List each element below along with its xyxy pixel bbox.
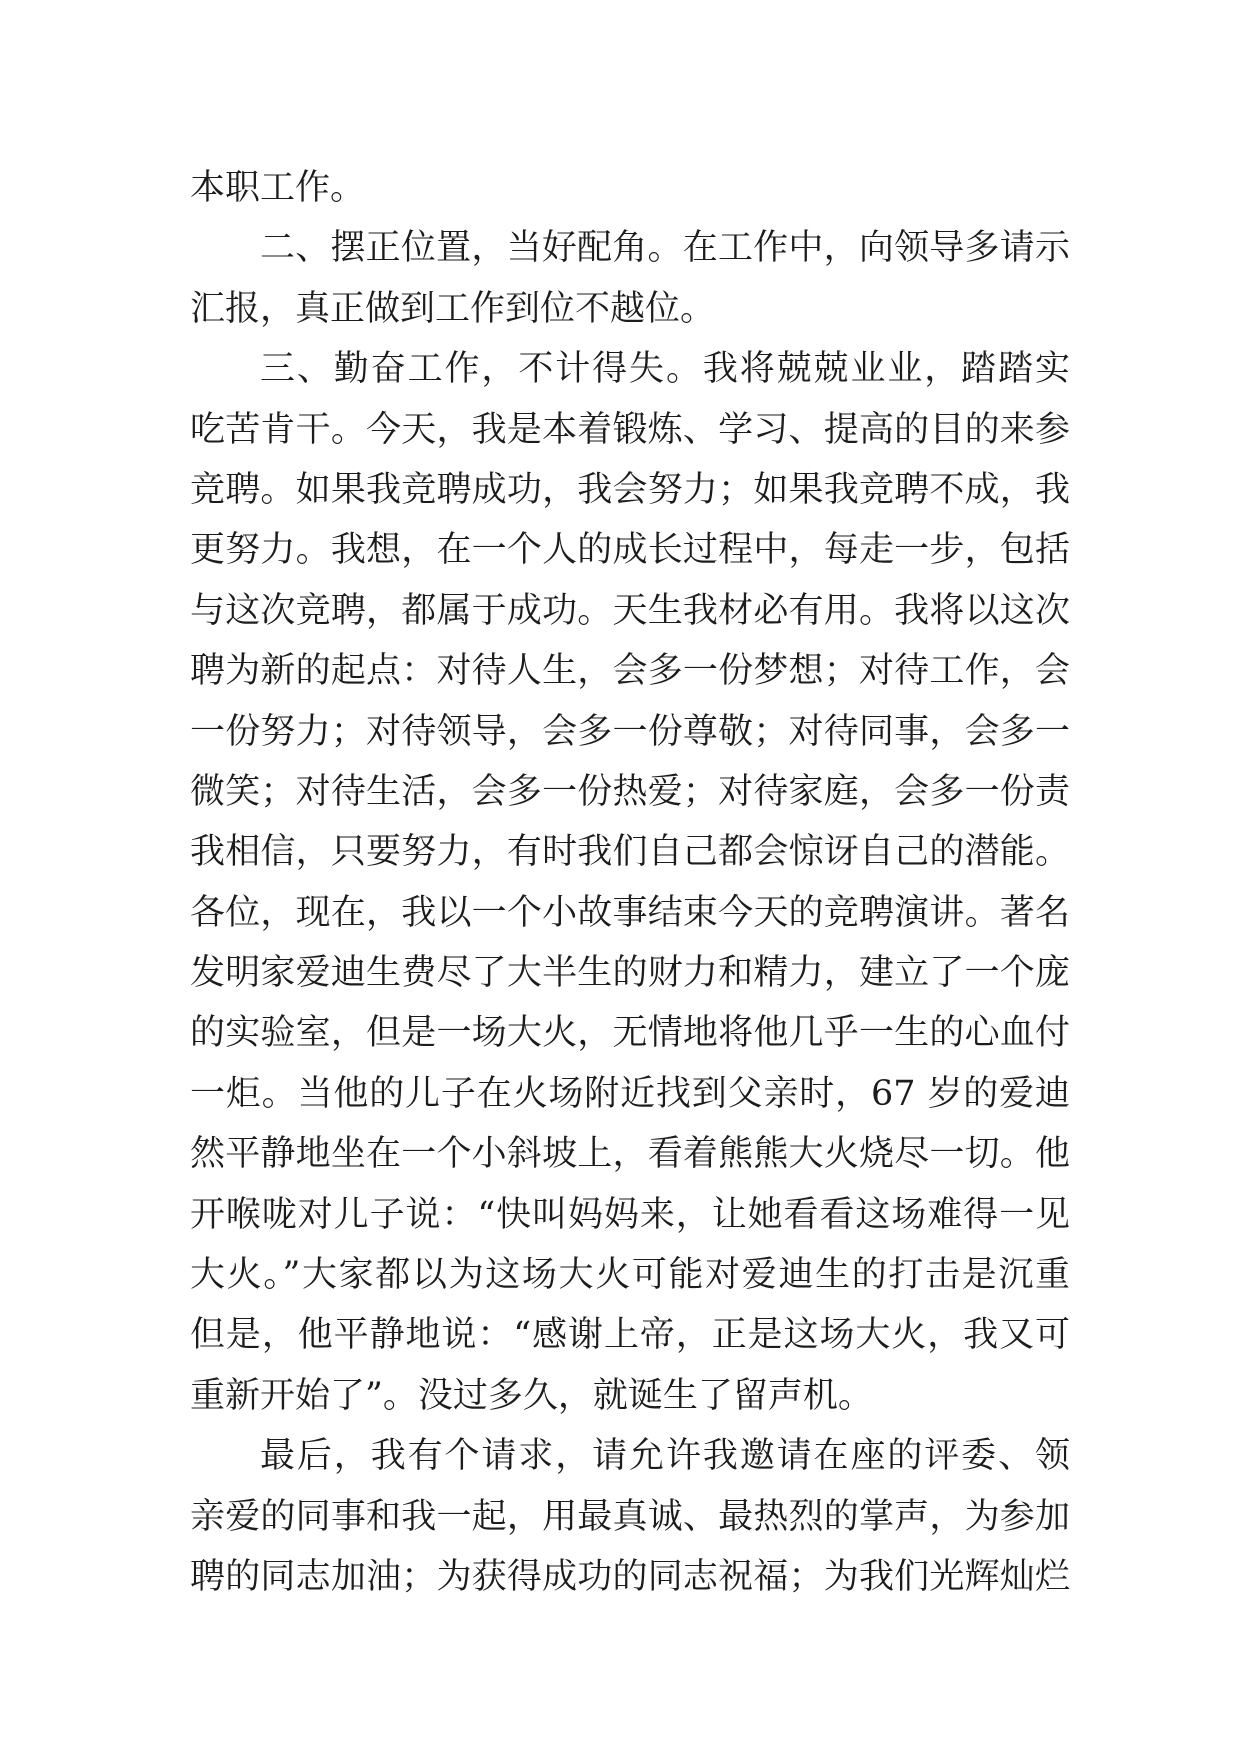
- text-line: 一炬。当他的儿子在火场附近找到父亲时，67 岁的爱迪: [190, 1073, 1070, 1114]
- text-line: 重新开始了”。没过多久，就诞生了留声机。: [190, 1375, 873, 1416]
- text-line: 一份努力；对待领导，会多一份尊敬；对待同事，会多一: [190, 711, 1070, 752]
- text-line: 然平静地坐在一个小斜坡上，看着熊熊大火烧尽一切。他: [190, 1134, 1070, 1175]
- text-line: 聘为新的起点：对待人生，会多一份梦想；对待工作，会: [190, 651, 1070, 692]
- text-line: 吃苦肯干。今天，我是本着锻炼、学习、提高的目的来参: [190, 409, 1070, 450]
- text-line: 的实验室，但是一场大火，无情地将他几乎一生的心血付: [190, 1013, 1070, 1054]
- text-line: 大火。”大家都以为这场大火可能对爱迪生的打击是沉重: [190, 1255, 1070, 1296]
- text-line: 汇报，真正做到工作到位不越位。: [190, 288, 716, 329]
- text-line: 三、勤奋工作，不计得失。我将兢兢业业，踏踏实: [260, 349, 1070, 390]
- text-line: 更努力。我想，在一个人的成长过程中，每走一步，包括: [190, 530, 1070, 571]
- text-line: 与这次竞聘，都属于成功。天生我材必有用。我将以这次: [190, 590, 1070, 631]
- text-line: 开喉咙对儿子说：“快叫妈妈来，让她看看这场难得一见: [190, 1194, 1070, 1235]
- text-line: 聘的同志加油；为获得成功的同志祝福；为我们光辉灿烂: [190, 1556, 1070, 1597]
- text-line: 亲爱的同事和我一起，用最真诚、最热烈的掌声，为参加: [190, 1496, 1070, 1537]
- text-line: 二、摆正位置，当好配角。在工作中，向领导多请示: [260, 228, 1070, 269]
- text-line: 最后，我有个请求，请允许我邀请在座的评委、领: [260, 1436, 1070, 1477]
- text-line: 竞聘。如果我竞聘成功，我会努力；如果我竞聘不成，我: [190, 469, 1070, 510]
- text-line: 微笑；对待生活，会多一份热爱；对待家庭，会多一份责: [190, 771, 1070, 812]
- text-line: 但是，他平静地说：“感谢上帝，正是这场大火，我又可: [190, 1315, 1070, 1356]
- text-line: 本职工作。: [190, 168, 366, 208]
- text-line: 各位，现在，我以一个小故事结束今天的竞聘演讲。著名: [190, 892, 1070, 933]
- text-line: 我相信，只要努力，有时我们自己都会惊讶自己的潜能。: [190, 832, 1070, 873]
- text-line: 发明家爱迪生费尽了大半生的财力和精力，建立了一个庞: [190, 953, 1070, 994]
- document-body: [190, 158, 1070, 1607]
